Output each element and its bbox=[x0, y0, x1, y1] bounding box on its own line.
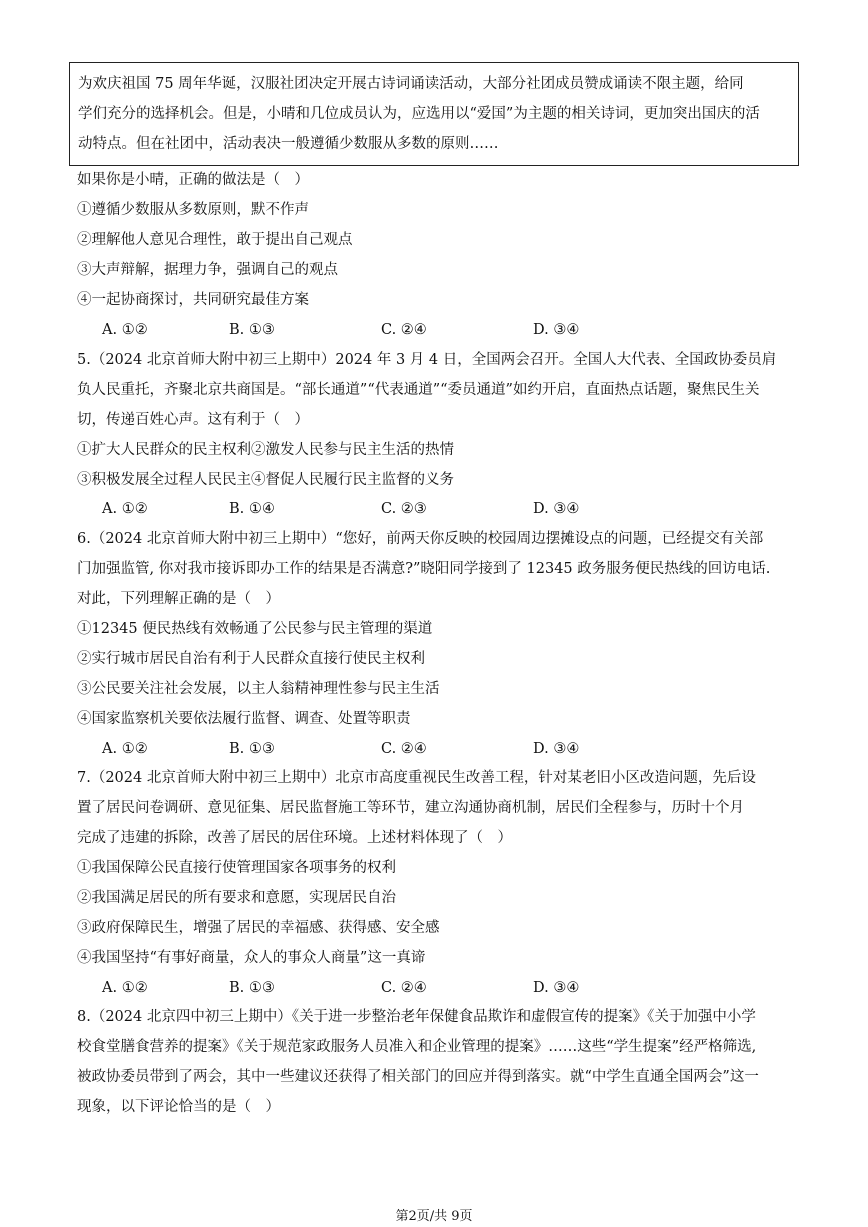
option-d[interactable]: D. ③④ bbox=[533, 501, 580, 517]
material-line: 学们充分的选择机会。但是，小晴和几位成员认为，应选用以“爱国”为主题的相关诗词，更加突出国庆的活 bbox=[78, 106, 760, 122]
option-b[interactable]: B. ①③ bbox=[229, 322, 275, 338]
q6-stem-line: 6.（2024 北京首师大附中初三上期中）“您好，前两天你反映的校园周边摆摊设点的问题，已经提交有关部 bbox=[77, 531, 764, 547]
option-c[interactable]: C. ②③ bbox=[381, 501, 427, 517]
q4-item-3: ③大声辩解，据理力争，强调自己的观点 bbox=[77, 262, 338, 278]
q5-item-2: ③积极发展全过程人民民主④督促人民履行民主监督的义务 bbox=[77, 472, 454, 488]
q8-stem-line: 8.（2024 北京四中初三上期中）《关于进一步整治老年保健食品欺诈和虚假宣传的提案》《关于加强中小学 bbox=[77, 1009, 756, 1025]
q7-item-3: ③政府保障民生，增强了居民的幸福感、获得感、安全感 bbox=[77, 920, 440, 936]
option-a[interactable]: A. ①② bbox=[102, 322, 148, 338]
q4-item-4: ④一起协商探讨，共同研究最佳方案 bbox=[77, 292, 309, 308]
q4-item-1: ①遵循少数服从多数原则，默不作声 bbox=[77, 202, 309, 218]
q5-stem-line: 切，传递百姓心声。这有利于（ ） bbox=[77, 412, 309, 428]
q6-item-3: ③公民要关注社会发展，以主人翁精神理性参与民主生活 bbox=[77, 681, 440, 697]
q6-stem-line: 门加强监管, 你对我市接诉即办工作的结果是否满意?”晓阳同学接到了 12345 政务服务便民热线的回访电话. bbox=[77, 561, 771, 577]
q7-stem-line: 置了居民问卷调研、意见征集、居民监督施工等环节，建立沟通协商机制，居民们全程参与，历时十个月 bbox=[77, 800, 744, 816]
option-b[interactable]: B. ①④ bbox=[229, 501, 275, 517]
option-d[interactable]: D. ③④ bbox=[533, 322, 580, 338]
q6-stem-line: 对此，下列理解正确的是（ ） bbox=[77, 591, 280, 607]
material-box bbox=[69, 62, 799, 166]
q6-item-2: ②实行城市居民自治有利于人民群众直接行使民主权利 bbox=[77, 651, 425, 667]
option-d[interactable]: D. ③④ bbox=[533, 741, 580, 757]
option-a[interactable]: A. ①② bbox=[102, 741, 148, 757]
q8-stem-line: 被政协委员带到了两会，其中一些建议还获得了相关部门的回应并得到落实。就“中学生直通全国两会”这一 bbox=[77, 1069, 759, 1085]
option-c[interactable]: C. ②④ bbox=[381, 741, 427, 757]
q5-stem-line: 5.（2024 北京首师大附中初三上期中）2024 年 3 月 4 日，全国两会召开。全国人大代表、全国政协委员肩 bbox=[77, 352, 777, 368]
option-a[interactable]: A. ①② bbox=[102, 501, 148, 517]
material-line: 动特点。但在社团中，活动表决一般遵循少数服从多数的原则…… bbox=[78, 136, 499, 152]
q4-stem: 如果你是小晴，正确的做法是（ ） bbox=[77, 172, 309, 188]
q8-stem-line: 校食堂膳食营养的提案》《关于规范家政服务人员准入和企业管理的提案》……这些“学生提案”经严格筛选, bbox=[77, 1039, 757, 1055]
q4-item-2: ②理解他人意见合理性，敢于提出自己观点 bbox=[77, 232, 353, 248]
q7-item-4: ④我国坚持“有事好商量，众人的事众人商量”这一真谛 bbox=[77, 950, 426, 966]
q7-item-1: ①我国保障公民直接行使管理国家各项事务的权利 bbox=[77, 860, 396, 876]
q5-item-1: ①扩大人民群众的民主权利②激发人民参与民主生活的热情 bbox=[77, 442, 454, 458]
q8-stem-line: 现象，以下评论恰当的是（ ） bbox=[77, 1099, 280, 1115]
option-c[interactable]: C. ②④ bbox=[381, 980, 427, 996]
q7-stem-line: 7.（2024 北京首师大附中初三上期中）北京市高度重视民生改善工程，针对某老旧小区改造问题，先后设 bbox=[77, 770, 756, 786]
q7-stem-line: 完成了违建的拆除，改善了居民的居住环境。上述材料体现了（ ） bbox=[77, 830, 512, 846]
option-a[interactable]: A. ①② bbox=[102, 980, 148, 996]
q6-item-1: ①12345 便民热线有效畅通了公民参与民主管理的渠道 bbox=[77, 621, 433, 637]
q7-item-2: ②我国满足居民的所有要求和意愿，实现居民自治 bbox=[77, 890, 396, 906]
q5-stem-line: 负人民重托，齐聚北京共商国是。“部长通道”“代表通道”“委员通道”如约开启，直面热点话题，聚焦民生关 bbox=[77, 382, 760, 398]
option-d[interactable]: D. ③④ bbox=[533, 980, 580, 996]
option-b[interactable]: B. ①③ bbox=[229, 741, 275, 757]
material-line: 为欢庆祖国 75 周年华诞，汉服社团决定开展古诗词诵读活动，大部分社团成员赞成诵读不限主题，给同 bbox=[78, 76, 744, 92]
option-b[interactable]: B. ①③ bbox=[229, 980, 275, 996]
option-c[interactable]: C. ②④ bbox=[381, 322, 427, 338]
q6-item-4: ④国家监察机关要依法履行监督、调查、处置等职责 bbox=[77, 711, 411, 727]
page-number: 第2页/共 9页 bbox=[395, 1209, 473, 1224]
